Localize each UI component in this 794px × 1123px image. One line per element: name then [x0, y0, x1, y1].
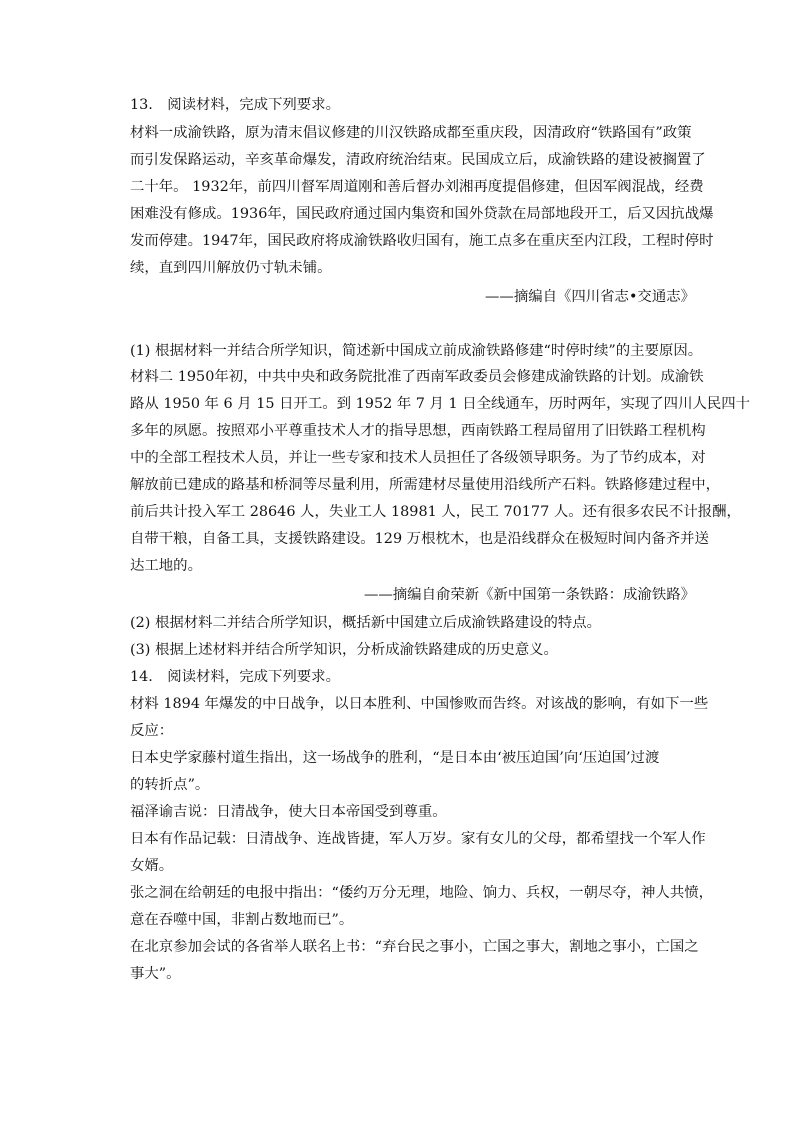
- material-1-line: 而引发保路运动，辛亥革命爆发，清政府统治结束。民国成立后，成渝铁路的建设被搁置了: [130, 152, 706, 168]
- material-14-line: 材料 1894 年爆发的中日战争，以日本胜利、中国惨败而告终。对该战的影响，有如下一些: [130, 696, 709, 712]
- question-13-part-1: (1) 根据材料一并结合所学知识，简述新中国成立前成渝铁路修建“时停时续”的主要原因。: [130, 343, 703, 359]
- material-1-line: 材料一成渝铁路，原为清末倡议修建的川汉铁路成都至重庆段，因清政府“铁路国有”政策: [130, 125, 692, 141]
- material-2-line: 中的全部工程技术人员，并让一些专家和技术人员担任了各级领导职务。为了节约成本，对: [130, 450, 706, 466]
- material-14-line: 意在吞噬中国，非割占数地而已”。: [130, 912, 354, 928]
- material-2-line: 路从 1950 年 6 月 15 日开工。到 1952 年 7 月 1 日全线通车，历时两年，实现了四川人民四十: [130, 396, 751, 412]
- material-14-line: 女婿。: [130, 858, 174, 874]
- material-1-line: 发而停建。1947年，国民政府将成渝铁路收归国有，施工点多在重庆至内江段，工程时停时: [130, 233, 714, 249]
- material-1-line: 困难没有修成。1936年，国民政府通过国内集资和国外贷款在局部地段开工，后又因抗战爆: [130, 206, 714, 222]
- question-14-heading: 14. 阅读材料，完成下列要求。: [130, 669, 340, 685]
- material-2-line: 自带干粮，自备工具，支援铁路建设。129 万根枕木，也是沿线群众在极短时间内备齐并送: [130, 531, 709, 547]
- material-14-line: 日本有作品记载：日清战争、连战皆捷，军人万岁。家有女儿的父母，都希望找一个军人作: [130, 831, 706, 847]
- material-2-line: 多年的夙愿。按照邓小平尊重技术人才的指导思想，西南铁路工程局留用了旧铁路工程机构: [130, 423, 706, 439]
- material-2-line: 解放前已建成的路基和桥洞等尽量利用，所需建材尽量使用沿线所产石料。铁路修建过程中，: [130, 477, 721, 493]
- material-2-line: 材料二 1950年初，中共中央和政务院批准了西南军政委员会修建成渝铁路的计划。成渝铁: [130, 369, 704, 385]
- material-14-line: 事大”。: [130, 966, 181, 982]
- material-2-line: 达工地的。: [130, 558, 202, 574]
- material-14-line: 日本史学家藤村道生指出，这一场战争的胜利，“是日本由‘被压迫国’向‘压迫国’过渡: [130, 750, 660, 766]
- material-1-source: ——摘编自《四川省志•交通志》: [485, 289, 695, 305]
- material-1-line: 二十年。 1932年，前四川督军周道刚和善后督办刘湘再度提倡修建，但因军阀混战，经费: [130, 179, 704, 195]
- material-14-line: 在北京参加会试的各省举人联名上书：“弃台民之事小，亡国之事大，割地之事小，亡国之: [130, 939, 699, 955]
- question-13-part-2: (2) 根据材料二并结合所学知识，概括新中国建立后成渝铁路建设的特点。: [130, 615, 602, 631]
- material-14-line: 反应：: [130, 723, 174, 739]
- material-2-source: ——摘编自俞荣新《新中国第一条铁路：成渝铁路》: [364, 587, 695, 603]
- material-14-line: 的转折点”。: [130, 777, 210, 793]
- material-14-line: 张之洞在给朝廷的电报中指出：“倭约万分无理，地险、饷力、兵权，一朝尽夺，神人共愤，: [130, 885, 713, 901]
- material-14-line: 福泽谕吉说：日清战争，使大日本帝国受到尊重。: [130, 804, 447, 820]
- question-13-part-3: (3) 根据上述材料并结合所学知识，分析成渝铁路建成的历史意义。: [130, 642, 558, 658]
- material-2-line: 前后共计投入军工 28646 人，失业工人 18981 人，民工 70177 人。还有很多农民不计报酬，: [130, 504, 741, 520]
- question-13-heading: 13. 阅读材料，完成下列要求。: [130, 97, 340, 113]
- material-1-line: 续，直到四川解放仍寸轨未铺。: [130, 260, 332, 276]
